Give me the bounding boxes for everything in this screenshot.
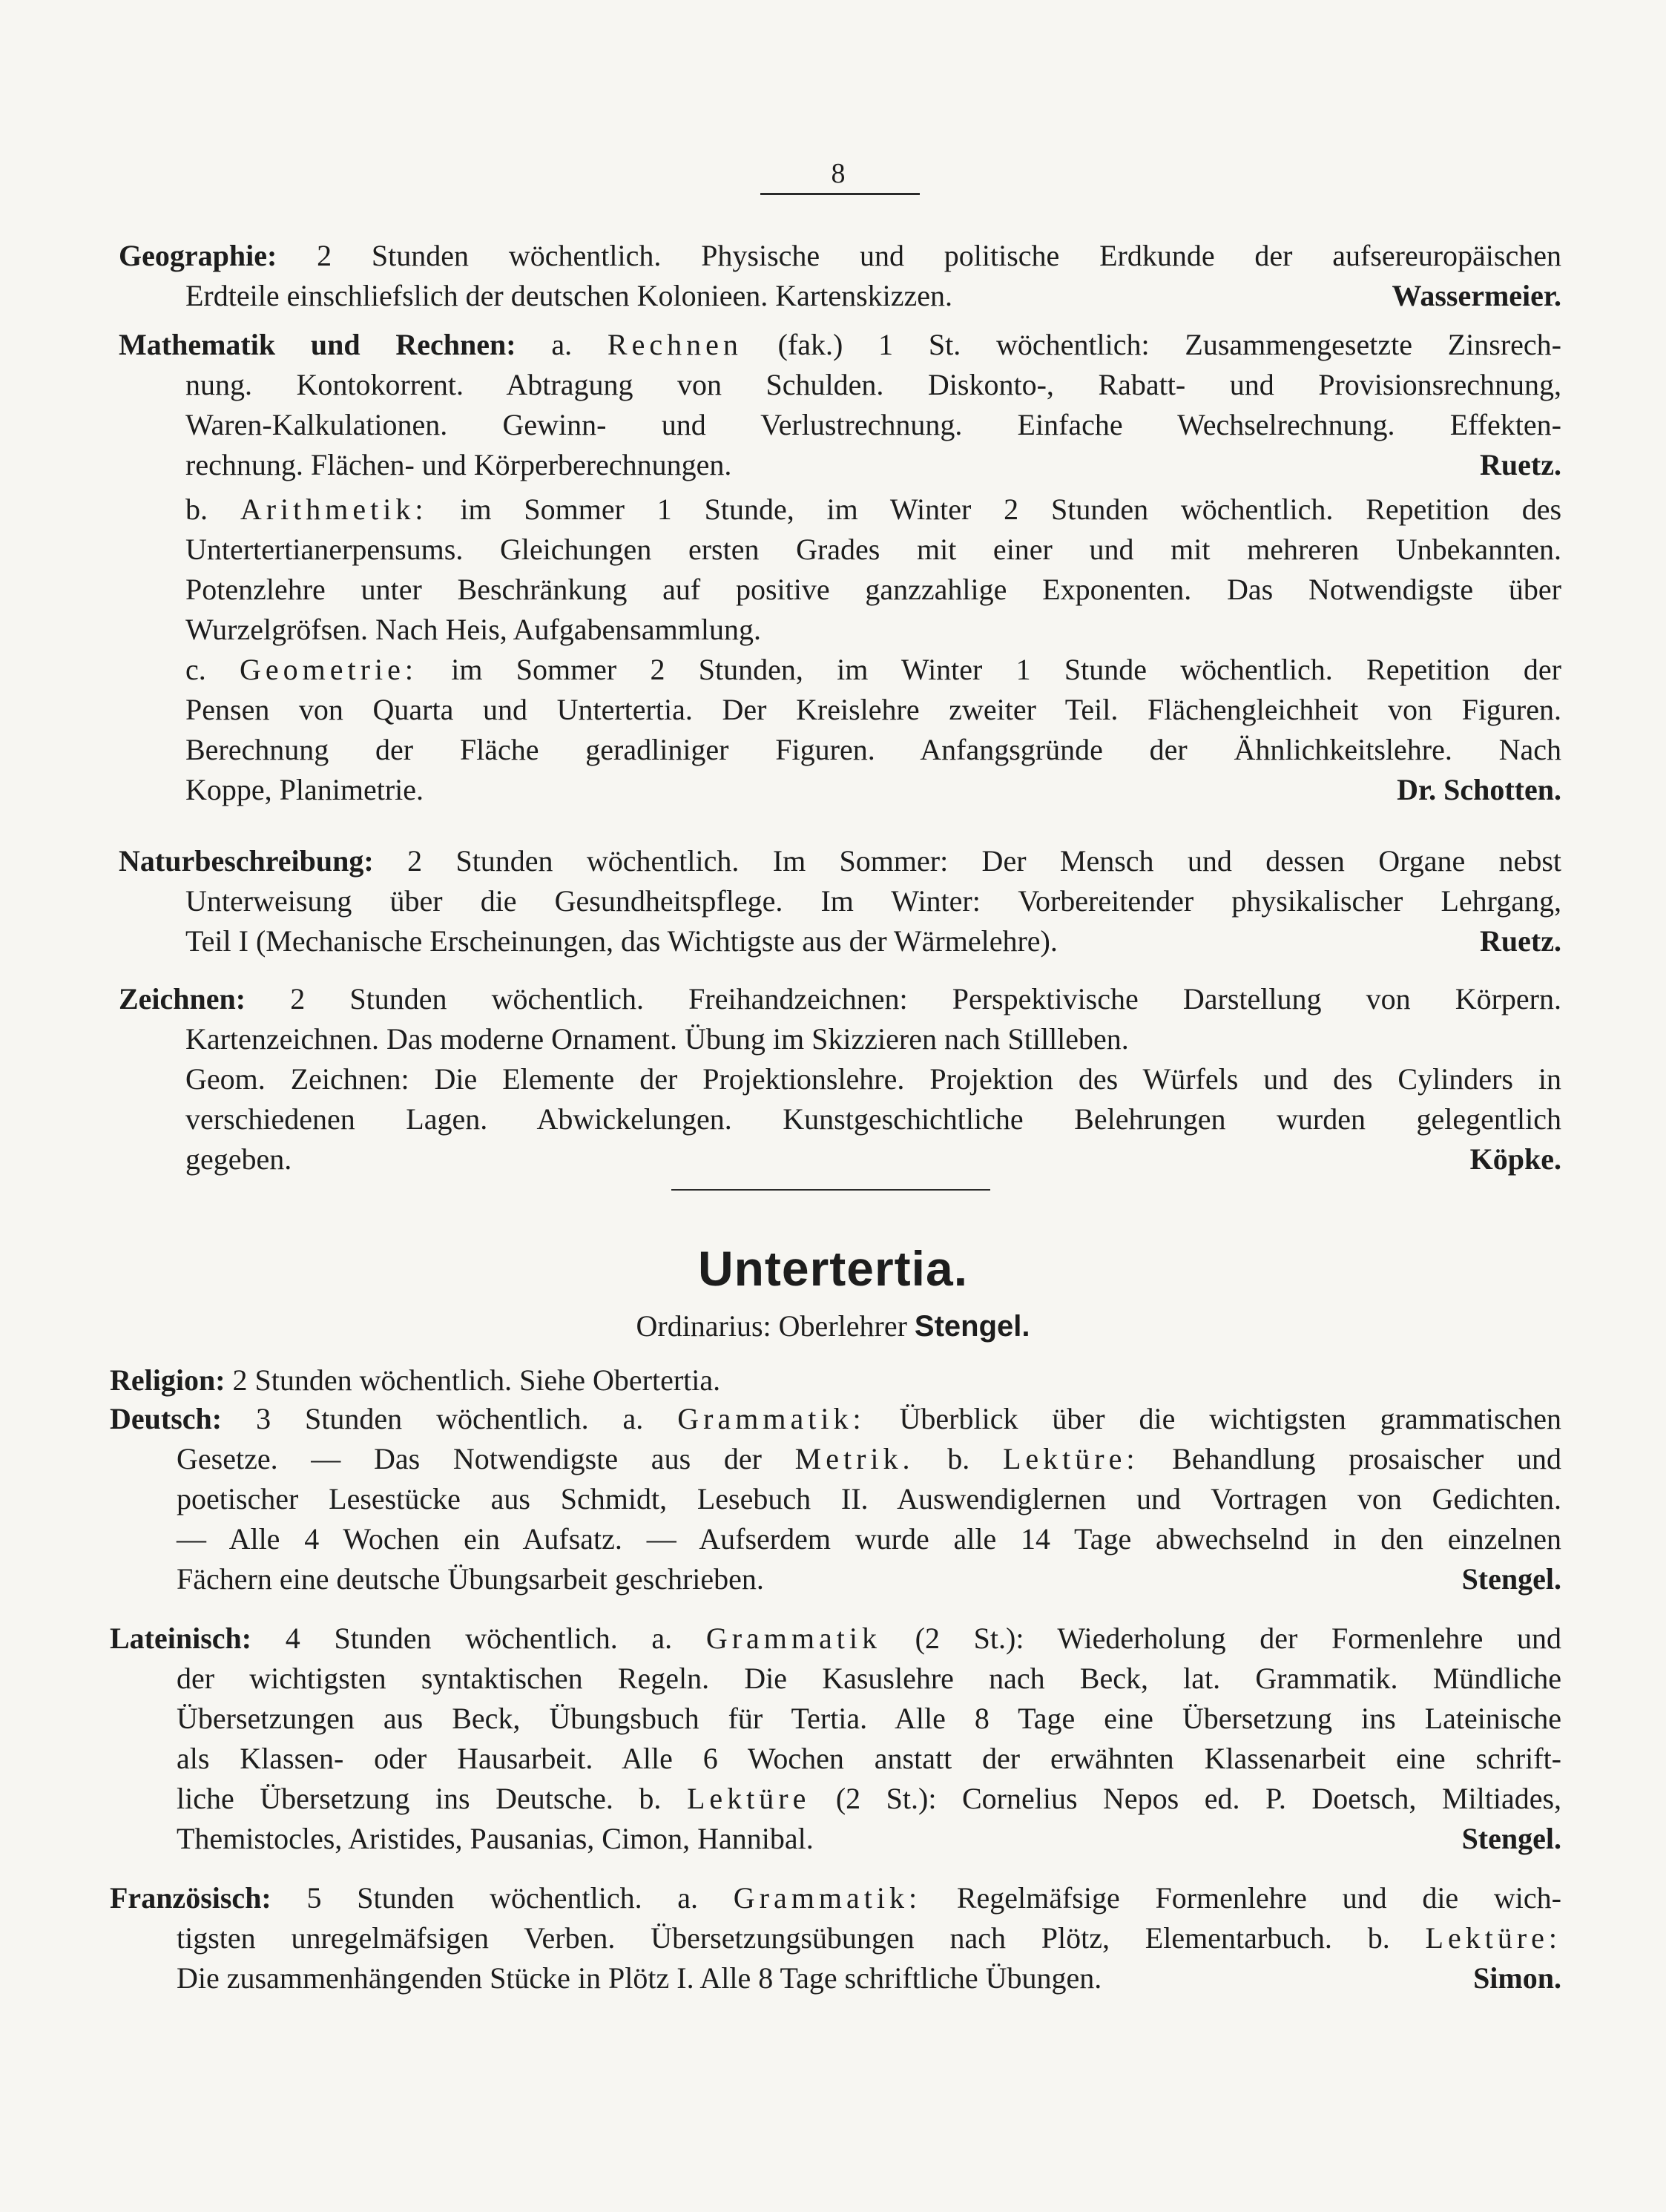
subject-heading: Naturbeschreibung: (119, 844, 374, 878)
teacher-name: Ruetz. (1480, 924, 1561, 958)
text-line: — Alle 4 Wochen ein Aufsatz. — Aufserdem wurde alle 14 Tage abwechselnd in den einzelnen (177, 1522, 1561, 1556)
text-line (119, 445, 1561, 485)
franzoesisch-entry (110, 1878, 1561, 1998)
ordinarius-name: Stengel. (914, 1310, 1030, 1343)
text-span: Fächern eine deutsche Übungsarbeit geschrieben. (177, 1562, 764, 1596)
zeichnen-entry (119, 979, 1561, 1179)
text-span: 5 Stunden wöchentlich. a. (306, 1881, 699, 1915)
text-span: Behandlung prosaischer und (1172, 1442, 1562, 1475)
spaced-term: Grammatik: (733, 1881, 922, 1915)
spaced-term: Grammatik (705, 1622, 881, 1655)
subject-heading: Französisch: (110, 1881, 271, 1915)
text-line (119, 841, 1561, 881)
spaced-term: Lektüre: (1425, 1921, 1562, 1955)
text-line (119, 921, 1561, 961)
text-line (110, 1918, 1561, 1958)
page-number-rule (760, 193, 920, 195)
text-line (110, 1779, 1561, 1819)
text-line: Potenzlehre unter Beschränkung auf positive ganzzahlige Exponenten. Das Notwendigste über (185, 573, 1561, 606)
ordinarius-line (0, 1309, 1666, 1343)
spaced-term: Arithmetik: (240, 493, 428, 526)
text-span: im Sommer 2 Stunden, im Winter 1 Stunde wöchentlich. Repetition der (451, 653, 1561, 686)
spaced-term: Lektüre (686, 1782, 811, 1815)
text-line: Untertertianerpensums. Gleichungen ersten Grades mit einer und mit mehreren Unbekannten. (185, 533, 1561, 566)
teacher-name: Dr. Schotten. (1397, 773, 1561, 806)
text-line: der wichtigsten syntaktischen Regeln. Die Kasuslehre nach Beck, lat. Grammatik. Mündliche (177, 1662, 1561, 1695)
text-line (110, 1360, 1561, 1400)
text-span: 3 Stunden wöchentlich. a. (256, 1402, 644, 1435)
text-line: Pensen von Quarta und Untertertia. Der Kreislehre zweiter Teil. Flächengleichheit von Figuren. (185, 693, 1561, 726)
text-line: Unterweisung über die Gesundheitspflege. Im Winter: Vorbereitender physikalischer Lehrgang, (185, 884, 1561, 918)
text-span: 2 Stunden wöchentlich. Physische und politische Erdkunde der aufsereuropäischen (317, 239, 1561, 272)
text-span: b. (185, 493, 208, 526)
text-line (110, 1958, 1561, 1998)
text-span: 2 Stunden wöchentlich. Freihandzeichnen: Perspektivische Darstellung von Körpern. (290, 982, 1561, 1016)
teacher-name: Stengel. (1461, 1822, 1561, 1855)
text-line: Waren-Kalkulationen. Gewinn- und Verlustrechnung. Einfache Wechselrechnung. Effekten- (185, 408, 1561, 441)
subject-heading: Religion: (110, 1363, 225, 1397)
text-line (119, 979, 1561, 1019)
spaced-term: Lektüre: (1002, 1442, 1139, 1475)
text-line (119, 490, 1561, 530)
text-span: tigsten unregelmäfsigen Verben. Übersetzungsübungen nach Plötz, Elementarbuch. b. (177, 1921, 1390, 1955)
text-line (119, 1139, 1561, 1179)
text-line (110, 1559, 1561, 1599)
text-line: Kartenzeichnen. Das moderne Ornament. Übung im Skizzieren nach Stillleben. (185, 1022, 1129, 1056)
text-line: Geom. Zeichnen: Die Elemente der Projektionslehre. Projektion des Würfels und des Cylinders in (185, 1062, 1561, 1096)
geographie-entry (119, 236, 1561, 316)
spaced-term: Rechnen (607, 328, 743, 361)
text-line (110, 1819, 1561, 1859)
text-line (110, 1399, 1561, 1439)
text-span: liche Übersetzung ins Deutsche. b. (177, 1782, 662, 1815)
subject-heading: Deutsch: (110, 1402, 223, 1435)
text-span: im Sommer 1 Stunde, im Winter 2 Stunden wöchentlich. Repetition des (460, 493, 1562, 526)
text-span: (2 St.): Wiederholung der Formenlehre und (915, 1622, 1562, 1655)
text-line (119, 236, 1561, 276)
text-span: 2 Stunden wöchentlich. Im Sommer: Der Mensch und dessen Organe nebst (407, 844, 1561, 878)
subject-heading: Mathematik und Rechnen: (119, 328, 516, 361)
teacher-name: Wassermeier. (1392, 279, 1561, 312)
section-divider (671, 1189, 990, 1191)
teacher-name: Simon. (1473, 1961, 1561, 1995)
text-span: 4 Stunden wöchentlich. a. (285, 1622, 673, 1655)
text-line (119, 650, 1561, 690)
text-line: nung. Kontokorrent. Abtragung von Schulden. Diskonto-, Rabatt- und Provisionsrechnung, (185, 368, 1561, 401)
text-line: Übersetzungen aus Beck, Übungsbuch für Tertia. Alle 8 Tage eine Übersetzung ins Lateinische (177, 1702, 1561, 1735)
text-line (110, 1878, 1561, 1918)
text-span: gegeben. (185, 1142, 292, 1176)
text-span: Die zusammenhängenden Stücke in Plötz I. Alle 8 Tage schriftliche Übungen. (177, 1961, 1102, 1995)
spaced-term: Geometrie: (240, 653, 418, 686)
text-line (119, 325, 1561, 365)
religion-entry (110, 1360, 1561, 1400)
subject-heading: Zeichnen: (119, 982, 246, 1016)
mathematik-entry (119, 325, 1561, 810)
text-span: a. (551, 328, 573, 361)
text-span: Themistocles, Aristides, Pausanias, Cimon, Hannibal. (177, 1822, 814, 1855)
text-line (119, 770, 1561, 810)
text-line: Berechnung der Fläche geradliniger Figuren. Anfangsgründe der Ähnlichkeitslehre. Nach (185, 733, 1561, 766)
text-span: (2 St.): Cornelius Nepos ed. P. Doetsch, Miltiades, (835, 1782, 1562, 1815)
text-line: Wurzelgröfsen. Nach Heis, Aufgabensammlung. (185, 613, 761, 646)
text-span: Erdteile einschliefslich der deutschen Kolonieen. Kartenskizzen. (185, 279, 953, 312)
teacher-name: Ruetz. (1480, 448, 1561, 481)
text-line (110, 1619, 1561, 1659)
section-title: Untertertia. (697, 1241, 969, 1296)
text-span: b. (947, 1442, 970, 1475)
text-line: poetischer Lesestücke aus Schmidt, Lesebuch II. Auswendiglernen und Vortragen von Gedichten. (177, 1482, 1561, 1515)
text-span: 2 Stunden wöchentlich. Siehe Obertertia. (232, 1363, 721, 1397)
text-line (119, 276, 1561, 316)
text-span: c. (185, 653, 206, 686)
subject-heading: Lateinisch: (110, 1622, 252, 1655)
text-line: verschiedenen Lagen. Abwickelungen. Kunstgeschichtliche Belehrungen wurden gelegentlich (185, 1102, 1561, 1136)
ordinarius-label: Ordinarius: Oberlehrer (636, 1309, 907, 1343)
naturbeschreibung-entry (119, 841, 1561, 961)
spaced-term: Metrik. (794, 1442, 915, 1475)
page-number: 8 (831, 158, 846, 189)
teacher-name: Stengel. (1461, 1562, 1561, 1596)
deutsch-entry (110, 1399, 1561, 1599)
text-span: Teil I (Mechanische Erscheinungen, das Wichtigste aus der Wärmelehre). (185, 924, 1058, 958)
text-span: Überblick über die wichtigsten grammatischen (899, 1402, 1562, 1435)
text-line: als Klassen- oder Hausarbeit. Alle 6 Wochen anstatt der erwähnten Klassenarbeit eine schrift- (177, 1742, 1561, 1775)
teacher-name: Köpke. (1469, 1142, 1561, 1176)
text-line (110, 1439, 1561, 1479)
subject-heading: Geographie: (119, 239, 277, 272)
text-span: Koppe, Planimetrie. (185, 773, 424, 806)
text-span: Regelmäfsige Formenlehre und die wich- (956, 1881, 1561, 1915)
text-span: Gesetze. — Das Notwendigste aus der (177, 1442, 762, 1475)
spaced-term: Grammatik: (677, 1402, 866, 1435)
text-span: (fak.) 1 St. wöchentlich: Zusammengesetzte Zinsrech- (777, 328, 1562, 361)
lateinisch-entry (110, 1619, 1561, 1859)
text-span: rechnung. Flächen- und Körperberechnungen. (185, 448, 732, 481)
